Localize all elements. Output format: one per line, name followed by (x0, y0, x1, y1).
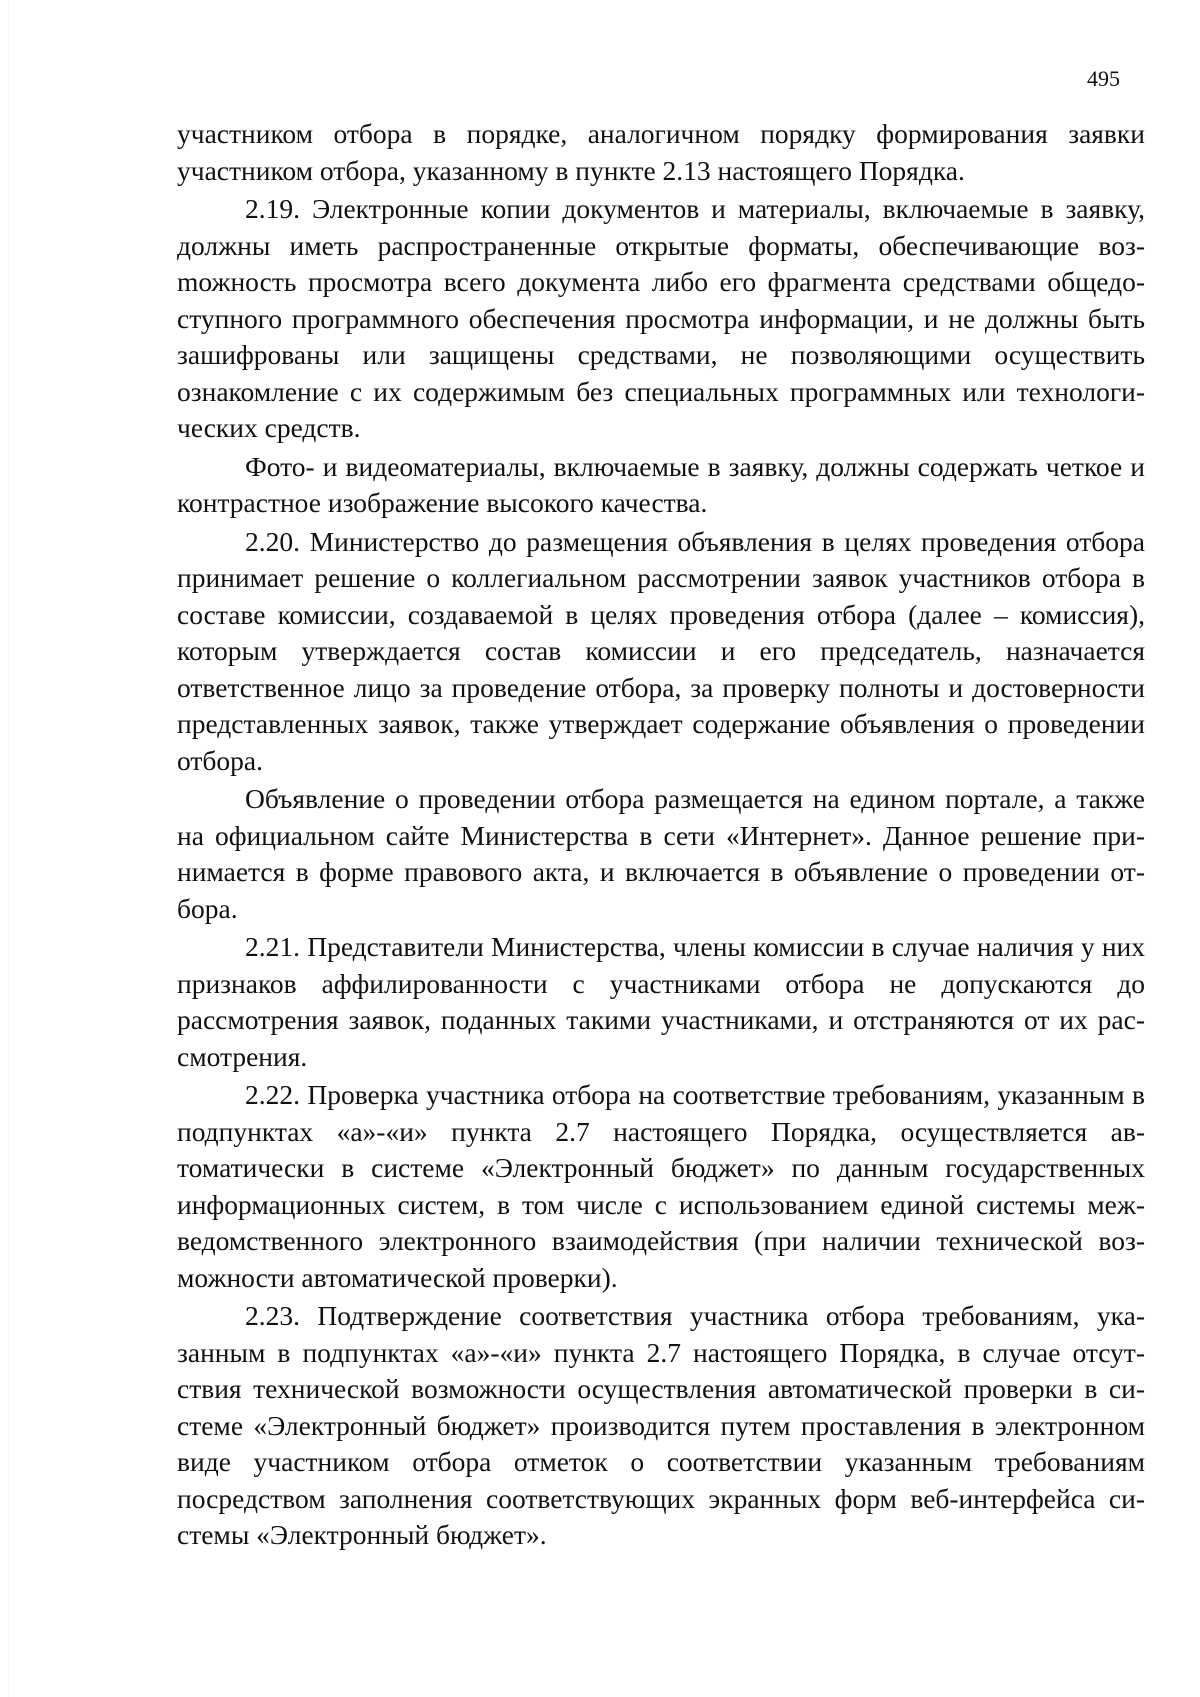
paragraph-2-22: 2.22. Проверка участника отбора на соответствие требованиям, указанным в подпунктах «а»-«и» пункта 2.7 настоящего Порядка, осуществляется автоматически в системе «Электронный бюджет» по данным государственных информационных систем, в том числе с использованием единой системы межведомственного электронного взаимодействия (при наличии технической возможности автоматической проверки). (177, 1079, 1145, 1293)
paragraph-announcement: Объявление о проведении отбора размещается на едином портале, а также на официальном сайте Министерства в сети «Интернет». Данное решение принимается в форме правового акта, и включается в объявление о проведении отбора. (177, 783, 1145, 924)
paragraph-2-19: 2.19. Электронные копии документов и материалы, включаемые в заявку, должны иметь распространенные открытые форматы, обеспечивающие возmожность просмотра всего документа либо его фрагмента средствами общедоступного программного обеспечения просмотра информации, и не должны быть зашифрованы или защищены средствами, не позволяющими осуществить ознакомление с их содержимым без специальных программных или технологических средств. (177, 193, 1145, 443)
page-body (177, 116, 1145, 1554)
paragraph-photo-video: Фото- и видеоматериалы, включаемые в заявку, должны содержать четкое и контрастное изображение высокого качества. (177, 450, 1145, 518)
paragraph-2-21: 2.21. Представители Министерства, члены комиссии в случае наличия у них признаков аффилированности с участниками отбора не допускаются до рассмотрения заявок, поданных такими участниками, и отстраняются от их рассмотрения. (177, 931, 1145, 1072)
scan-edge-line (8, 0, 9, 1697)
paragraph-2-20: 2.20. Министерство до размещения объявления в целях проведения отбора принимает решение о коллегиальном рассмотрении заявок участников отбора в составе комиссии, создаваемой в целях проведения отбора (далее – комиссия), которым утверждается состав комиссии и его председатель, назначается ответственное лицо за проведение отбора, за проверку полноты и достоверности представленных заявок, также утверждает содержание объявления о проведении отбора. (177, 525, 1145, 776)
paragraph-continuation: участником отбора в порядке, аналогичном порядку формирования заявки участником отбора, указанному в пункте 2.13 настоящего Порядка. (177, 118, 1145, 186)
paragraph-2-23: 2.23. Подтверждение соответствия участника отбора требованиям, указанным в подпунктах «а»-«и» пункта 2.7 настоящего Порядка, в случае отсутствия технической возможности осуществления автоматической проверки в системе «Электронный бюджет» производится путем проставления в электронном виде участником отбора отметок о соответствии указанным требованиям посредством заполнения соответствующих экранных форм веб-интерфейса системы «Электронный бюджет». (177, 1300, 1145, 1550)
page-number: 495 (1087, 66, 1120, 91)
